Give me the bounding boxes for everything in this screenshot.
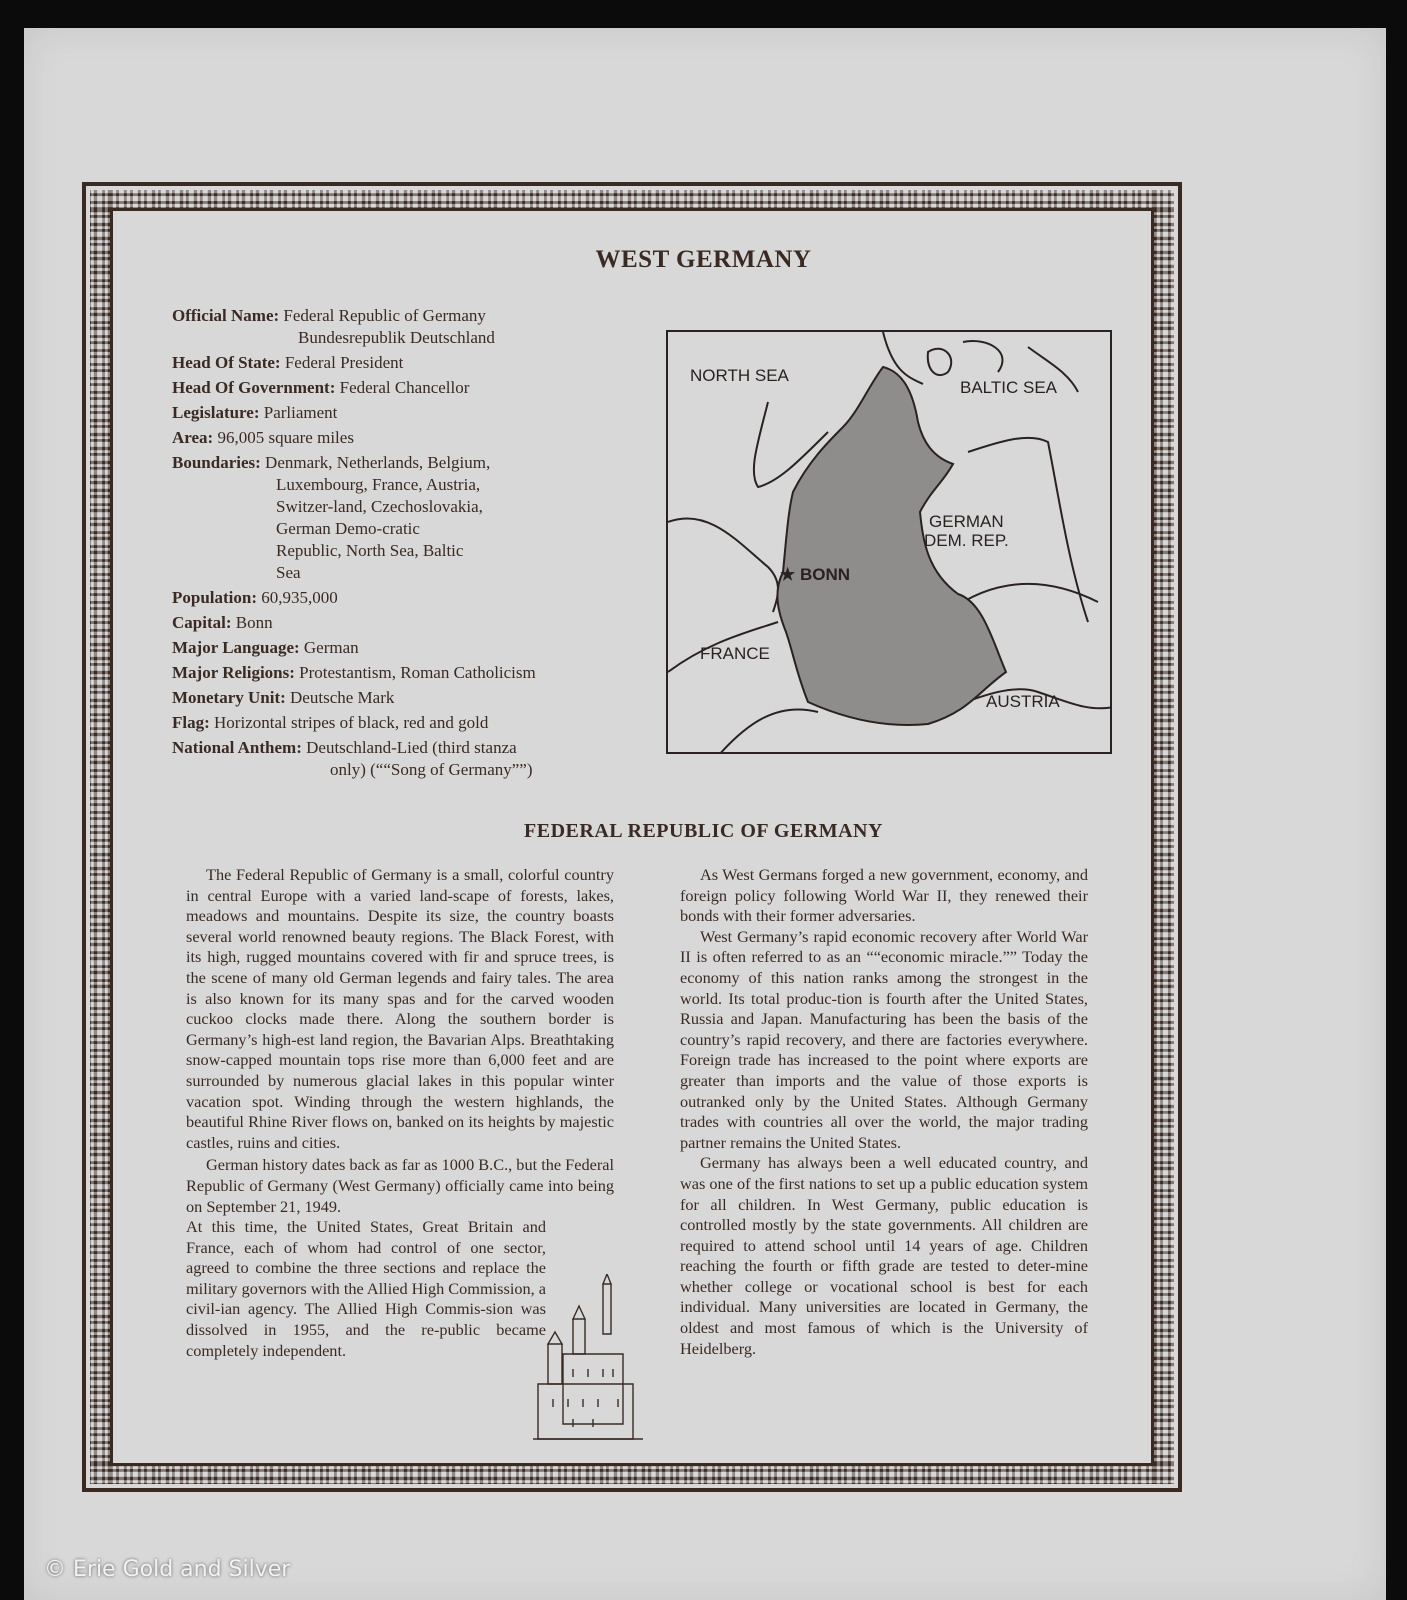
paragraph: The Federal Republic of Germany is a small, colorful country in central Europe with a varied land-scape of forests, lakes, meadows and mountains. Despite its size, the country boasts several world renowned beauty regions. The Black Forest, with its high, rugged mountains covered with fir and spruce trees, is the scene of many old German legends and fairy tales. The area is also known for its many spas and for the carved wooden cuckoo clocks made there. Along the southern border is Germany’s high-est land region, the Bavarian Alps. Breathtaking snow-capped mountain tops rise more than 6,000 feet and are surrounded by numerous glacial lakes in this popular winter vacation spot. Winding through the western highlands, the beautiful Rhine River flows on, banked on its heights by majestic castles, ruins and cities. [186,865,614,1152]
fact-flag: Flag: Horizontal stripes of black, red and gold [172,713,489,732]
fact-capital: Capital: Bonn [172,613,273,632]
paragraph: Germany has always been a well educated country, and was one of the first nations to set up a public education system for all children. In West Germany, public education is controlled mostly by the state governments. All children are required to attend school until 14 years of age. Children reaching the fourth or fifth grade are tested to deter-mine whether college or vocational school is best for each individual. Many universities are located in Germany, the oldest and most famous of which is the University of Heidelberg. [680,1153,1088,1358]
map-label-austria: AUSTRIA [986,692,1060,711]
paragraph: As West Germans forged a new government, economy, and foreign policy following World War II, they renewed their bonds with their former adversaries. [680,865,1088,926]
map-label-north-sea: NORTH SEA [690,366,789,385]
page-title: WEST GERMANY [595,246,812,273]
paragraph: German history dates back as far as 1000 B.C., but the Federal Republic of Germany (West Germany) officially came into being on September 21, 1949. [186,1155,614,1216]
watermark: © Erie Gold and Silver [44,1557,291,1582]
map-label-france: FRANCE [700,644,770,663]
baltic-coast [963,341,1003,372]
island [928,349,951,375]
text-column-right [680,865,1088,1359]
fact-population: Population: 60,935,000 [172,588,338,607]
fact-legislature: Legislature: Parliament [172,403,338,422]
fact-official-name: Official Name: Federal Republic of Germany Bundesrepublik Deutschland [172,306,495,347]
fact-national-anthem: National Anthem: Deutschland-Lied (third stanza only) (““Song of Germany””) [172,738,533,779]
paragraph: West Germany’s rapid economic recovery after World War II is often referred to as an ““economic miracle.”” Today the economy of this nation ranks among the strongest in the world. Its total produc-tion is fourth after the United States, Russia and Japan. Manufacturing has been the basis of the country’s rapid recovery, and there are factories everywhere. Foreign trade has increased to the point where exports are greater than imports and the value of those exports is outranked only by the United States. Although Germany trades with countries all over the world, the major trading partner remains the United States. [680,926,1088,1152]
fact-monetary-unit: Monetary Unit: Deutsche Mark [172,688,395,707]
fact-head-of-state: Head Of State: Federal President [172,353,404,372]
paragraph: At this time, the United States, Great Britain and France, each of whom had control of one sector, agreed to combine the three sections and replace the military governors with the Allied High Commission, a civil-ian agency. The Allied High Commis-sion was dissolved in 1955, and the re-public became completely independent. [186,1217,546,1360]
swiss-border [718,709,818,754]
castle-illustration [533,1274,643,1444]
fact-area: Area: 96,005 square miles [172,428,354,447]
fact-major-religions: Major Religions: Protestantism, Roman Catholicism [172,663,536,682]
netherlands-coast [668,518,778,612]
map-label-bonn: ★ BONN [780,565,851,584]
germany-map [666,330,1112,754]
fact-major-language: Major Language: German [172,638,359,657]
section-title: FEDERAL REPUBLIC OF GERMANY [524,820,883,842]
fact-boundaries: Boundaries: Denmark, Netherlands, Belgium, Luxembourg, France, Austria, Switzer-land, Czechoslovakia, German Demo-cratic Republic, North Sea, Baltic Sea [172,453,491,582]
map-label-gdr: GERMAN DEM. REP. [924,512,1009,550]
map-label-baltic-sea: BALTIC SEA [960,378,1057,397]
fact-list [172,305,622,784]
fact-head-of-government: Head Of Government: Federal Chancellor [172,378,470,397]
